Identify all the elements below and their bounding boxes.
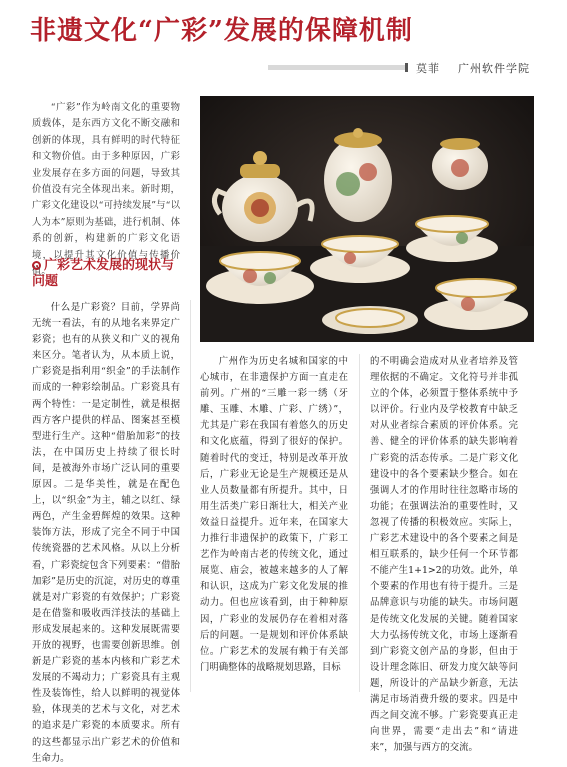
byline: [416, 60, 530, 76]
column-divider: [190, 300, 191, 692]
section-bullet-icon: [32, 261, 41, 270]
article-abstract: “广彩”作为岭南文化的重要物质载体，是东西方文化不断交融和创新的体现，具有鲜明的时代特征和文物价值。由于多种原因，广彩业发展存在多方面的问题，导致其价值没有完全体现出来。新时期，广彩文化建设以“可持续发展”与“以人为本”原则为基础，进行机制、体系的创新，构建新的广彩文化语境，以提升其文化价值与传播价值。: [32, 102, 180, 278]
column-divider: [359, 354, 360, 692]
section-heading: 广彩艺术发展的现状与问题: [32, 258, 175, 289]
article-title: 非遗文化“广彩”发展的保障机制: [30, 16, 413, 46]
paragraph: 广州作为历史名城和国家的中心城市，在非遗保护方面一直走在前列。广州的“三雕一彩一绣（牙雕、玉雕、木雕、广彩、广绣）”，尤其是广彩在我国有着悠久的历史和文化底蕴，得到了很好的保护。随着时代的变迁，特别是改革开放后，广彩业无论是生产规模还是从业人员数量都有所提升。其中，日用生活类广彩日渐壮大，相关产业效益日益提升。近年来，在国家大力推行非遗保护的政策下，广彩工艺作为岭南古老的传统文化，通过展览、庙会，被越来越多的人了解和认识，这成为广彩文化发展的推动力。但也应该看到，由于种种原因，广彩业的发展仍存在着相对落后的问题。一是规划和评价体系缺位。广彩艺术的发展有赖于有关部门明确整体的战略规划思路，目标: [200, 356, 348, 673]
text-column-1: [32, 300, 180, 767]
text-column-2: [200, 354, 348, 676]
author-affiliation: 广州软件学院: [458, 62, 530, 75]
byline-divider: [268, 65, 408, 70]
paragraph: 什么是广彩瓷？目前，学界尚无统一看法，有的从地名来界定广彩瓷；也有的从狭义和广义的视角来区分。笔者认为，从本质上说，广彩瓷是指利用“织金”的手法制作而成的一种彩绘制品。广彩瓷具有两个特性：一是定制性，就是根据西方客户提供的样品、图案甚至模型进行生产。这种“借胎加彩”的技法，在中国历史上持续了很长时间，是被海外市场广泛认同的重要原因。二是华美性，就是在配色上，以“织金”为主，辅之以红、绿两色，产生金碧辉煌的效果。这种装饰方法，形成了完全不同于中国传统瓷器的艺术风格。从以上分析看，广彩瓷绽包含下列要素：“借胎加彩”是历史的沉淀，对历史的尊重就是对广彩瓷的有效保护；广彩瓷是在借鉴和吸收西洋技法的基础上形成发展起来的。这种发展既需要开放的视野，也需要创新思维。创新是广彩瓷的基本内核和广彩艺术发展的不竭动力；广彩瓷具有主观性及装饰性，给人以鲜明的视觉体验，体现美的艺术与文化，对艺术的追求是广彩瓷的本质要求。所有的这些都显示出广彩艺术的价值和生命力。: [32, 302, 180, 764]
paragraph-continued: 的不明确会造成对从业者培养及管理依据的不确定。文化符号并非孤立的个体，必须置于整体系统中予以评价。行业内及学校教育中缺乏对从业者综合素质的评价体系。完善、健全的评价体系的缺失影响着广彩瓷的活态传承。二是广彩文化建设中的各个要素缺少整合。如在强调人才的作用时往往忽略市场的功能；在强调法治的重要性时，又忽视了传播的积极效应。实际上，广彩艺术建设中的各个要素之间是相互联系的，缺少任何一个环节都不能产生1+1>2的功效。此外，单个要素的作用也有待于提升。三是品牌意识与功能的缺失。市场问题是传统文化发展的关键。随着国家大力弘扬传统文化，市场上逐渐看到广彩瓷文创产品的身影，但由于设计理念陈旧、研发力度欠缺等问题，所设计的产品缺少新意，无法满足市场消费升级的要求。四是中西之间交流不够。广彩瓷要真正走向世界，需要“走出去”和“请进来”，加强与西方的交流。: [370, 356, 518, 754]
porcelain-illustration: [200, 96, 534, 342]
porcelain-photo: [200, 96, 534, 342]
author-name: 莫菲: [416, 62, 440, 75]
